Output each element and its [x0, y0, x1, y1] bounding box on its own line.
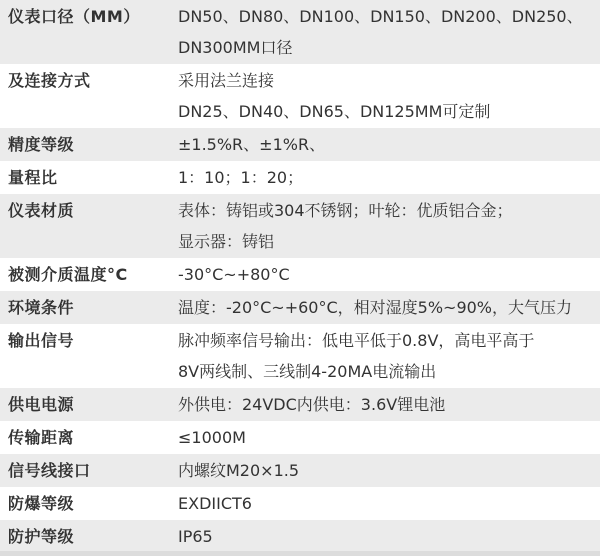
- value-line: IP65: [178, 527, 213, 546]
- value-line: 温度：-20°C~+60°C，相对湿度5%~90%，大气压力: [178, 298, 573, 317]
- row-value: [178, 455, 600, 486]
- value-line: EXDIICT6: [178, 494, 252, 513]
- row-value: [178, 422, 600, 453]
- row-label: 仪表材质: [8, 201, 75, 220]
- row-label: 防护等级: [8, 527, 75, 546]
- table-row: [0, 454, 600, 487]
- value-line: DN300MM口径: [178, 38, 293, 57]
- row-label: 仪表口径（MM）: [8, 7, 140, 26]
- row-label: 精度等级: [8, 135, 75, 154]
- value-line: ±1.5%R、±1%R、: [178, 135, 326, 154]
- row-label: 量程比: [8, 168, 58, 187]
- table-row: [0, 291, 600, 324]
- value-line: ≤1000M: [178, 428, 246, 447]
- row-label: 环境条件: [8, 298, 75, 317]
- value-line: 表体：铸铝或304不锈钢；叶轮：优质铝合金；: [178, 201, 513, 220]
- row-label: 被测介质温度°C: [8, 265, 128, 284]
- value-line: 1：10；1：20；: [178, 168, 304, 187]
- row-label: 供电电源: [8, 395, 75, 414]
- value-line: DN50、DN80、DN100、DN150、DN200、DN250、: [178, 7, 583, 26]
- value-line: 脉冲频率信号输出：低电平低于0.8V，高电平高于: [178, 331, 535, 350]
- value-line: 采用法兰连接: [178, 71, 275, 90]
- table-row: [0, 520, 600, 553]
- next-row-top-edge: [0, 551, 600, 556]
- table-row: [0, 487, 600, 520]
- value-line: -30°C~+80°C: [178, 265, 290, 284]
- value-line: 内螺纹M20×1.5: [178, 461, 300, 480]
- table-row: [0, 194, 600, 258]
- value-line: 显示器：铸铝: [178, 232, 275, 251]
- row-label: 传输距离: [8, 428, 75, 447]
- value-line: 8V两线制、三线制4-20MA电流输出: [178, 362, 437, 381]
- row-value: [178, 259, 600, 290]
- row-label: 及连接方式: [8, 71, 91, 90]
- row-value: [178, 325, 600, 387]
- row-label: 输出信号: [8, 331, 75, 350]
- table-row: [0, 161, 600, 194]
- row-label: 防爆等级: [8, 494, 75, 513]
- row-value: [178, 129, 600, 160]
- table-row: [0, 64, 600, 128]
- table-row: [0, 388, 600, 421]
- row-value: [178, 1, 600, 63]
- row-value: [178, 292, 600, 323]
- row-label: 信号线接口: [8, 461, 91, 480]
- value-line: DN25、DN40、DN65、DN125MM可定制: [178, 102, 491, 121]
- row-value: [178, 389, 600, 420]
- table-row: [0, 421, 600, 454]
- table-row: [0, 0, 600, 64]
- row-value: [178, 521, 600, 552]
- table-row: [0, 324, 600, 388]
- row-value: [178, 162, 600, 193]
- table-row: [0, 128, 600, 161]
- table-row: [0, 258, 600, 291]
- row-value: [178, 195, 600, 257]
- row-value: [178, 488, 600, 519]
- row-value: [178, 65, 600, 127]
- value-line: 外供电：24VDC内供电：3.6V锂电池: [178, 395, 446, 414]
